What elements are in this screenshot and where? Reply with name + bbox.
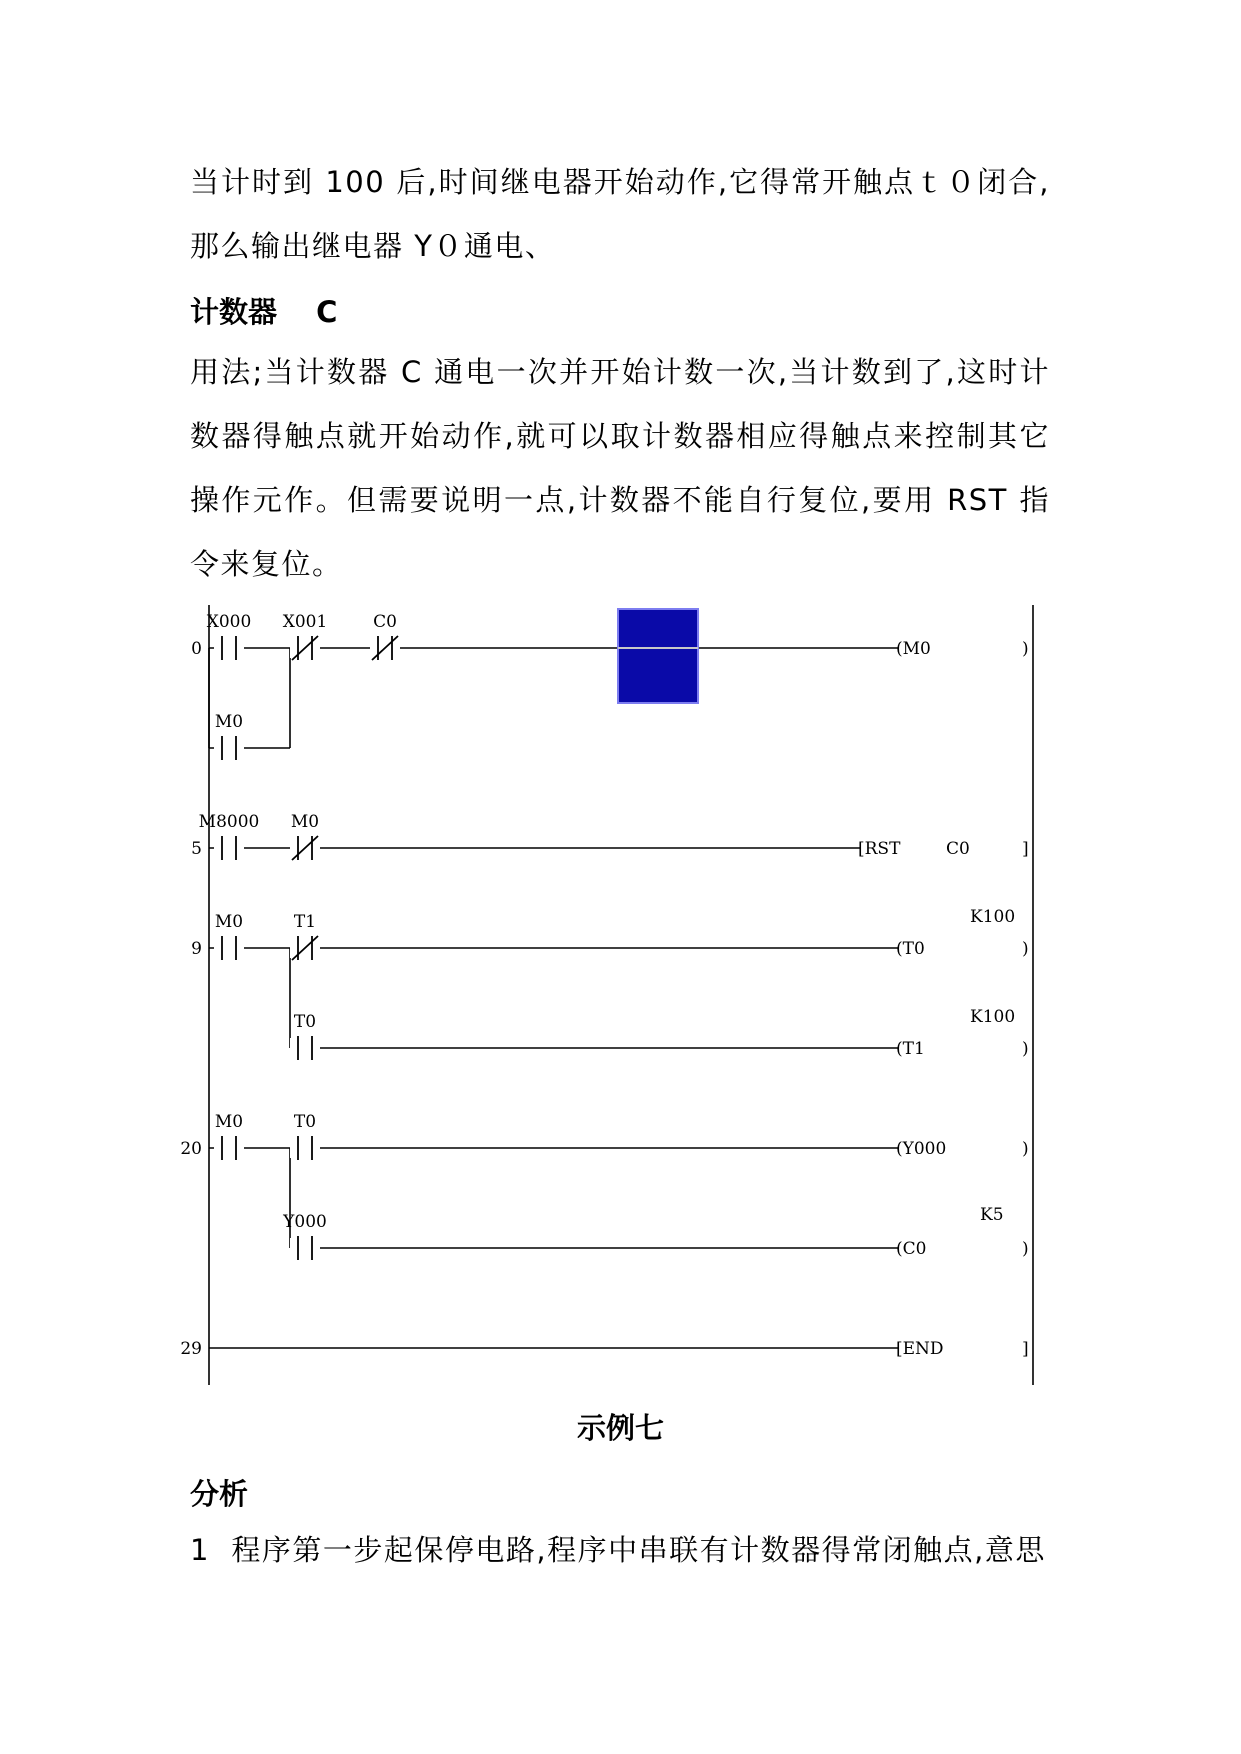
counter-usage-paragraph: 用法;当计数器 C 通电一次并开始计数一次,当计数到了,这时计数器得触点就开始动作,就可以取计数器相应得触点来控制其它操作元作。但需要说明一点,计数器不能自行复位,要用 RST 指令来复位。 bbox=[190, 355, 1050, 581]
step-number: 20 bbox=[180, 1139, 202, 1159]
analysis-heading: 分析 bbox=[190, 1477, 249, 1511]
editor-cursor bbox=[618, 609, 698, 703]
output-instruction: [RST bbox=[858, 839, 901, 859]
counter-heading: 计数器 C bbox=[190, 295, 338, 329]
output-close-bracket: ] bbox=[1022, 839, 1029, 859]
contact-x001-normally-closed bbox=[290, 636, 320, 660]
output-instruction: [END bbox=[896, 1339, 944, 1359]
ladder-diagram bbox=[180, 600, 1060, 1390]
output-close-bracket: ) bbox=[1022, 1039, 1029, 1059]
output-operand: C0 bbox=[946, 839, 970, 859]
contact-label: T1 bbox=[293, 912, 317, 932]
contact-t0-normally-open bbox=[290, 1036, 320, 1060]
contact-label: C0 bbox=[373, 612, 397, 632]
contact-label: M8000 bbox=[198, 812, 260, 832]
contact-m8000-normally-open bbox=[214, 836, 244, 860]
contact-m0-normally-open bbox=[214, 736, 244, 760]
contact-label: T0 bbox=[293, 1012, 317, 1032]
contact-label: X001 bbox=[282, 612, 328, 632]
output-close-bracket: ) bbox=[1022, 1139, 1029, 1159]
intro-paragraph: 当计时到 100 后,时间继电器开始动作,它得常开触点ｔ０闭合,那么输出继电器 Y０通电、 bbox=[190, 165, 1050, 263]
figure-caption: 示例七 bbox=[576, 1411, 664, 1445]
output-close-bracket: ] bbox=[1022, 1339, 1029, 1359]
output-coil: (Y000 bbox=[896, 1139, 947, 1159]
step-number: 5 bbox=[191, 839, 202, 859]
contact-y000-normally-open bbox=[290, 1236, 320, 1260]
output-close-bracket: ) bbox=[1022, 639, 1029, 659]
output-coil: (T0 bbox=[896, 939, 925, 959]
outputs bbox=[858, 639, 1029, 1359]
output-coil: (C0 bbox=[896, 1239, 927, 1259]
contact-m0-normally-open bbox=[214, 1136, 244, 1160]
step-number: 9 bbox=[191, 939, 202, 959]
contact-label: M0 bbox=[214, 912, 244, 932]
contact-label: M0 bbox=[214, 1112, 244, 1132]
analysis-paragraph: 1 程序第一步起保停电路,程序中串联有计数器得常闭触点,意思 bbox=[190, 1533, 1046, 1567]
contact-label: T0 bbox=[293, 1112, 317, 1132]
contact-label: M0 bbox=[214, 712, 244, 732]
contact-m0-normally-closed bbox=[290, 836, 320, 860]
contact-x000-normally-open bbox=[214, 636, 244, 660]
output-constant: K100 bbox=[970, 1007, 1016, 1027]
contact-label: M0 bbox=[290, 812, 320, 832]
contact-t1-normally-closed bbox=[290, 936, 320, 960]
step-number: 0 bbox=[191, 639, 202, 659]
contact-c0-normally-closed bbox=[370, 636, 400, 660]
output-coil: (M0 bbox=[896, 639, 931, 659]
contact-t0-normally-open bbox=[290, 1136, 320, 1160]
output-close-bracket: ) bbox=[1022, 1239, 1029, 1259]
step-numbers bbox=[180, 639, 202, 1359]
output-constant: K5 bbox=[980, 1205, 1004, 1225]
output-close-bracket: ) bbox=[1022, 939, 1029, 959]
step-number: 29 bbox=[180, 1339, 202, 1359]
output-coil: (T1 bbox=[896, 1039, 925, 1059]
output-constant: K100 bbox=[970, 907, 1016, 927]
contact-m0-normally-open bbox=[214, 936, 244, 960]
contact-label: X000 bbox=[206, 612, 252, 632]
contact-label: Y000 bbox=[283, 1212, 327, 1232]
